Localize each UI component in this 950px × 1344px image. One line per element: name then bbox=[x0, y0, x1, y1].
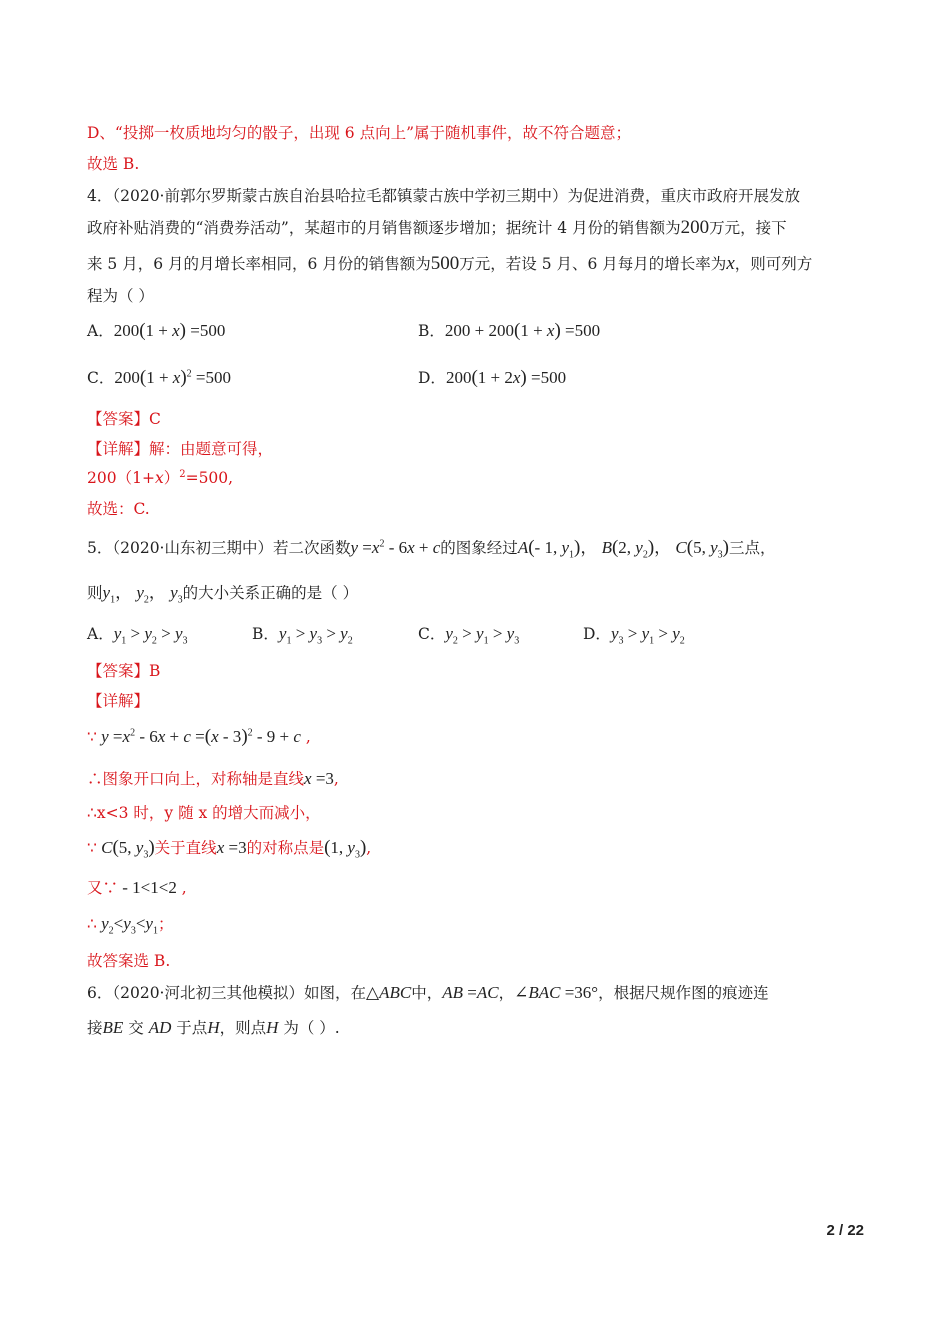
q4-stem-line4: 程为（ ） bbox=[87, 287, 154, 305]
q5-stem-line2: 则$y_1$， $y_2$， $y_3$的大小关系正确的是（ ） bbox=[87, 583, 359, 606]
q4-stem-line1: 4．（2020·前郭尔罗斯蒙古族自治县哈拉毛都镇蒙古族中学初三期中）为促进消费，重庆市政府开展发放 bbox=[87, 187, 800, 205]
q5-option-a[interactable]: A．$y_1 > y_2 > y_3$ bbox=[87, 624, 188, 647]
value-500: 500 bbox=[430, 253, 460, 274]
q5-step3: ∴x<3 时，y 随 x 的增大而减小， bbox=[87, 804, 321, 822]
value-200: 200 bbox=[680, 217, 710, 238]
previous-answer-choice: 故选 B. bbox=[87, 155, 140, 173]
q6-stem-line2: 接BE 交 AD 于点H，则点H 为（ ）. bbox=[87, 1018, 340, 1037]
q5-option-d[interactable]: D．$y_3 > y_1 > y_2$ bbox=[583, 624, 685, 647]
q5-option-b[interactable]: B．$y_1 > y_3 > y_2$ bbox=[252, 624, 353, 647]
q5-selection: 故答案选 B. bbox=[87, 952, 171, 970]
q4-option-b[interactable]: B．200 + 200(1 + x) =500 bbox=[418, 320, 601, 341]
q5-step1: ∵ $y =x^2 - 6x + c =(x - 3)^2 - 9 + c$ , bbox=[87, 726, 311, 747]
q4-selection: 故选：C. bbox=[87, 500, 150, 518]
q6-stem-line1: 6．（2020·河北初三其他模拟）如图，在△ABC中，AB =AC，∠BAC =36°，根据尺规作图的痕迹连 bbox=[87, 983, 769, 1002]
q5-step2: ∴图象开口向上，对称轴是直线x =3, bbox=[87, 769, 339, 788]
q4-option-c[interactable]: C．$200(1 + x)^2 =500$ bbox=[87, 367, 232, 388]
q5-step5: 又∵ - 1<1<2 , bbox=[87, 878, 187, 897]
page-number: 2 / 22 bbox=[826, 1222, 864, 1239]
q5-step6: ∴ $y_2<y_3<y_1$； bbox=[87, 914, 174, 937]
q4-option-d[interactable]: D．200(1 + 2x) =500 bbox=[418, 367, 567, 388]
q5-detail-heading: 【详解】 bbox=[87, 692, 150, 710]
q5-step4: ∵ C(5, $y_3$)关于直线x =3的对称点是(1, $y_3$), bbox=[87, 837, 372, 861]
q4-detail-heading: 【详解】解：由题意可得， bbox=[87, 440, 274, 458]
variable-x: x bbox=[726, 253, 735, 274]
q4-answer: 【答案】C bbox=[87, 410, 161, 428]
q5-option-c[interactable]: C．$y_2 > y_1 > y_3$ bbox=[418, 624, 520, 647]
q5-answer: 【答案】B bbox=[87, 662, 161, 680]
q4-option-a[interactable]: A．200(1 + x) =500 bbox=[87, 320, 226, 341]
q4-stem-line3: 来 5 月，6 月的月增长率相同，6 月份的销售额为500万元，若设 5 月、6 月每月的增长率为x，则可列方 bbox=[87, 253, 813, 274]
q4-stem-line2: 政府补贴消费的“消费券活动”，某超市的月销售额逐步增加；据统计 4 月份的销售额为200万元，接下 bbox=[87, 217, 787, 238]
option-d-explanation: D、“投掷一枚质地均匀的骰子，出现 6 点向上”属于随机事件，故不符合题意； bbox=[87, 124, 631, 142]
q5-stem-line1: 5．（2020·山东初三期中）若二次函数$y =x^2 - 6x + c$的图象经过A(- 1, $y_1$)， B(2, $y_2$)， C(5, $y_3$)三点， bbox=[87, 537, 776, 561]
q4-equation: $200(1+x)^2=500$, bbox=[87, 468, 234, 487]
